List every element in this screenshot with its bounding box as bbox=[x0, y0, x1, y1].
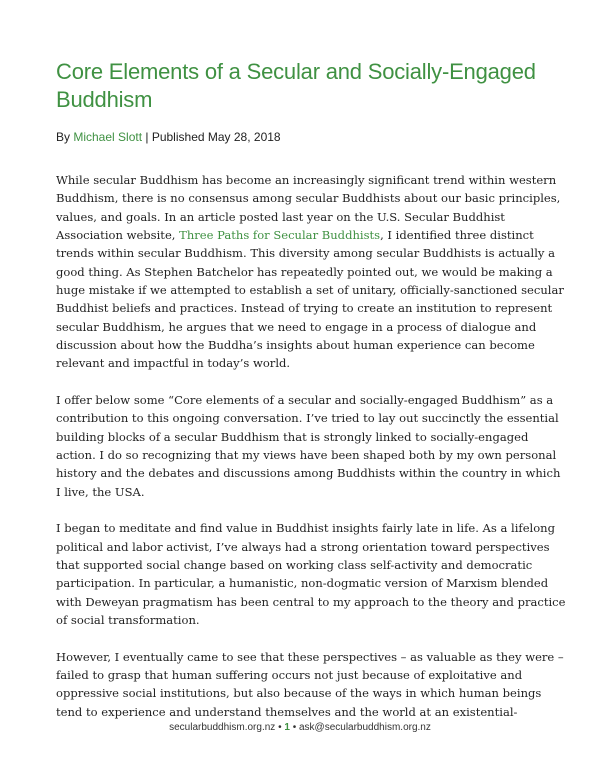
text-line bbox=[56, 648, 564, 666]
text-line bbox=[56, 263, 553, 281]
text-segment: good thing. As Stephen Batchelor has repeatedly pointed out, we would be making a bbox=[56, 264, 553, 279]
text-segment: huge mistake if we attempted to establish a set of unitary, officially-sanctioned secular bbox=[56, 282, 564, 297]
article-link[interactable]: Three Paths for Secular Buddhists bbox=[179, 227, 381, 242]
text-line bbox=[56, 574, 550, 592]
paragraph bbox=[56, 648, 564, 721]
text-segment: with Deweyan pragmatism has been central to my approach to the theory and practice bbox=[56, 594, 566, 609]
text-line bbox=[56, 354, 550, 372]
paragraph bbox=[56, 171, 564, 373]
text-line bbox=[56, 189, 561, 207]
text-line bbox=[56, 318, 550, 336]
text-line bbox=[56, 391, 554, 409]
text-segment: values, and goals. In an article posted last year on the U.S. Secular Buddhist bbox=[56, 209, 505, 224]
text-segment: oppressive social institutions, but also because of the ways in which human beings bbox=[56, 686, 542, 701]
page-footer bbox=[0, 722, 600, 733]
text-line bbox=[56, 226, 550, 244]
text-segment: Buddhism, there is no consensus among secular Buddhists about our basic principles, bbox=[56, 191, 561, 206]
text-segment: secular Buddhism, he argues that we need to engage in a process of dialogue and bbox=[56, 319, 537, 334]
text-line bbox=[56, 244, 555, 262]
text-segment: , I identified three distinct bbox=[380, 227, 534, 242]
text-segment: failed to grasp that human suffering occurs not just because of exploitative and bbox=[56, 668, 523, 683]
text-line bbox=[56, 281, 564, 299]
text-line bbox=[56, 208, 550, 226]
text-segment: building blocks of a secular Buddhism that is strongly linked to socially-engaged bbox=[56, 429, 529, 444]
text-line bbox=[56, 611, 550, 629]
text-line bbox=[56, 299, 553, 317]
text-segment: I live, the USA. bbox=[56, 484, 145, 499]
paragraph bbox=[56, 519, 566, 629]
author-link[interactable]: Michael Slott bbox=[73, 130, 143, 144]
text-line bbox=[56, 703, 550, 721]
text-segment: trends within secular Buddhism. This diversity among secular Buddhists is actually a bbox=[56, 246, 555, 261]
article-title: Core Elements of a Secular and Socially-Engaged Buddhism bbox=[56, 59, 536, 112]
byline bbox=[56, 130, 281, 144]
text-line bbox=[56, 593, 566, 611]
article-body bbox=[56, 171, 566, 739]
text-line bbox=[56, 519, 556, 537]
footer-site[interactable]: secularbuddhism.org.nz bbox=[169, 722, 276, 733]
byline-published: | Published May 28, 2018 bbox=[142, 130, 281, 144]
byline-prefix: By bbox=[56, 130, 74, 144]
text-segment: participation. In particular, a humanistic, non-dogmatic version of Marxism blended bbox=[56, 576, 549, 591]
text-line bbox=[56, 409, 559, 427]
text-segment: While secular Buddhism has become an increasingly significant trend within western bbox=[56, 173, 557, 187]
text-segment: relevant and impactful in today’s world. bbox=[56, 356, 291, 371]
text-line bbox=[56, 171, 557, 189]
footer-separator: • bbox=[275, 722, 285, 733]
text-segment: discussion about how the Buddha’s insights about human experience can become bbox=[56, 337, 535, 352]
paragraph bbox=[56, 391, 561, 501]
text-segment: contribution to this ongoing conversation. I’ve tried to lay out succinctly the essential bbox=[56, 411, 559, 426]
text-line bbox=[56, 483, 550, 501]
text-segment: of social transformation. bbox=[56, 613, 200, 627]
text-segment: political and labor activist, I’ve always had a strong orientation toward perspectives bbox=[56, 539, 550, 554]
text-segment: Buddhist beliefs and practices. Instead of trying to create an institution to represent bbox=[56, 301, 553, 316]
text-segment: that supported social change based on working class self-activity and democratic bbox=[56, 558, 533, 573]
text-line bbox=[56, 446, 557, 464]
text-segment: However, I eventually came to see that these perspectives – as valuable as they were – bbox=[56, 649, 564, 664]
text-segment: I began to meditate and find value in Buddhist insights fairly late in life. As a lifelong bbox=[56, 521, 556, 536]
footer-email[interactable]: ask@secularbuddhism.org.nz bbox=[298, 722, 431, 733]
text-line bbox=[56, 666, 550, 684]
text-line bbox=[56, 556, 550, 574]
text-line bbox=[56, 336, 550, 354]
page-number: 1 bbox=[284, 722, 290, 733]
footer-separator: • bbox=[289, 722, 299, 733]
text-line bbox=[56, 428, 550, 446]
text-segment: Association website, bbox=[56, 227, 180, 242]
text-segment: I offer below some “Core elements of a secular and socially-engaged Buddhism” as a bbox=[56, 393, 554, 407]
text-line bbox=[56, 684, 550, 702]
text-segment: history and the debates and discussions among Buddhists within the country in which bbox=[56, 466, 561, 481]
text-line bbox=[56, 464, 561, 482]
text-segment: tend to experience and understand themselves and the world at an existential- bbox=[56, 704, 518, 719]
text-line bbox=[56, 538, 550, 556]
text-segment: action. I do so recognizing that my views have been shaped both by my own personal bbox=[56, 447, 557, 462]
